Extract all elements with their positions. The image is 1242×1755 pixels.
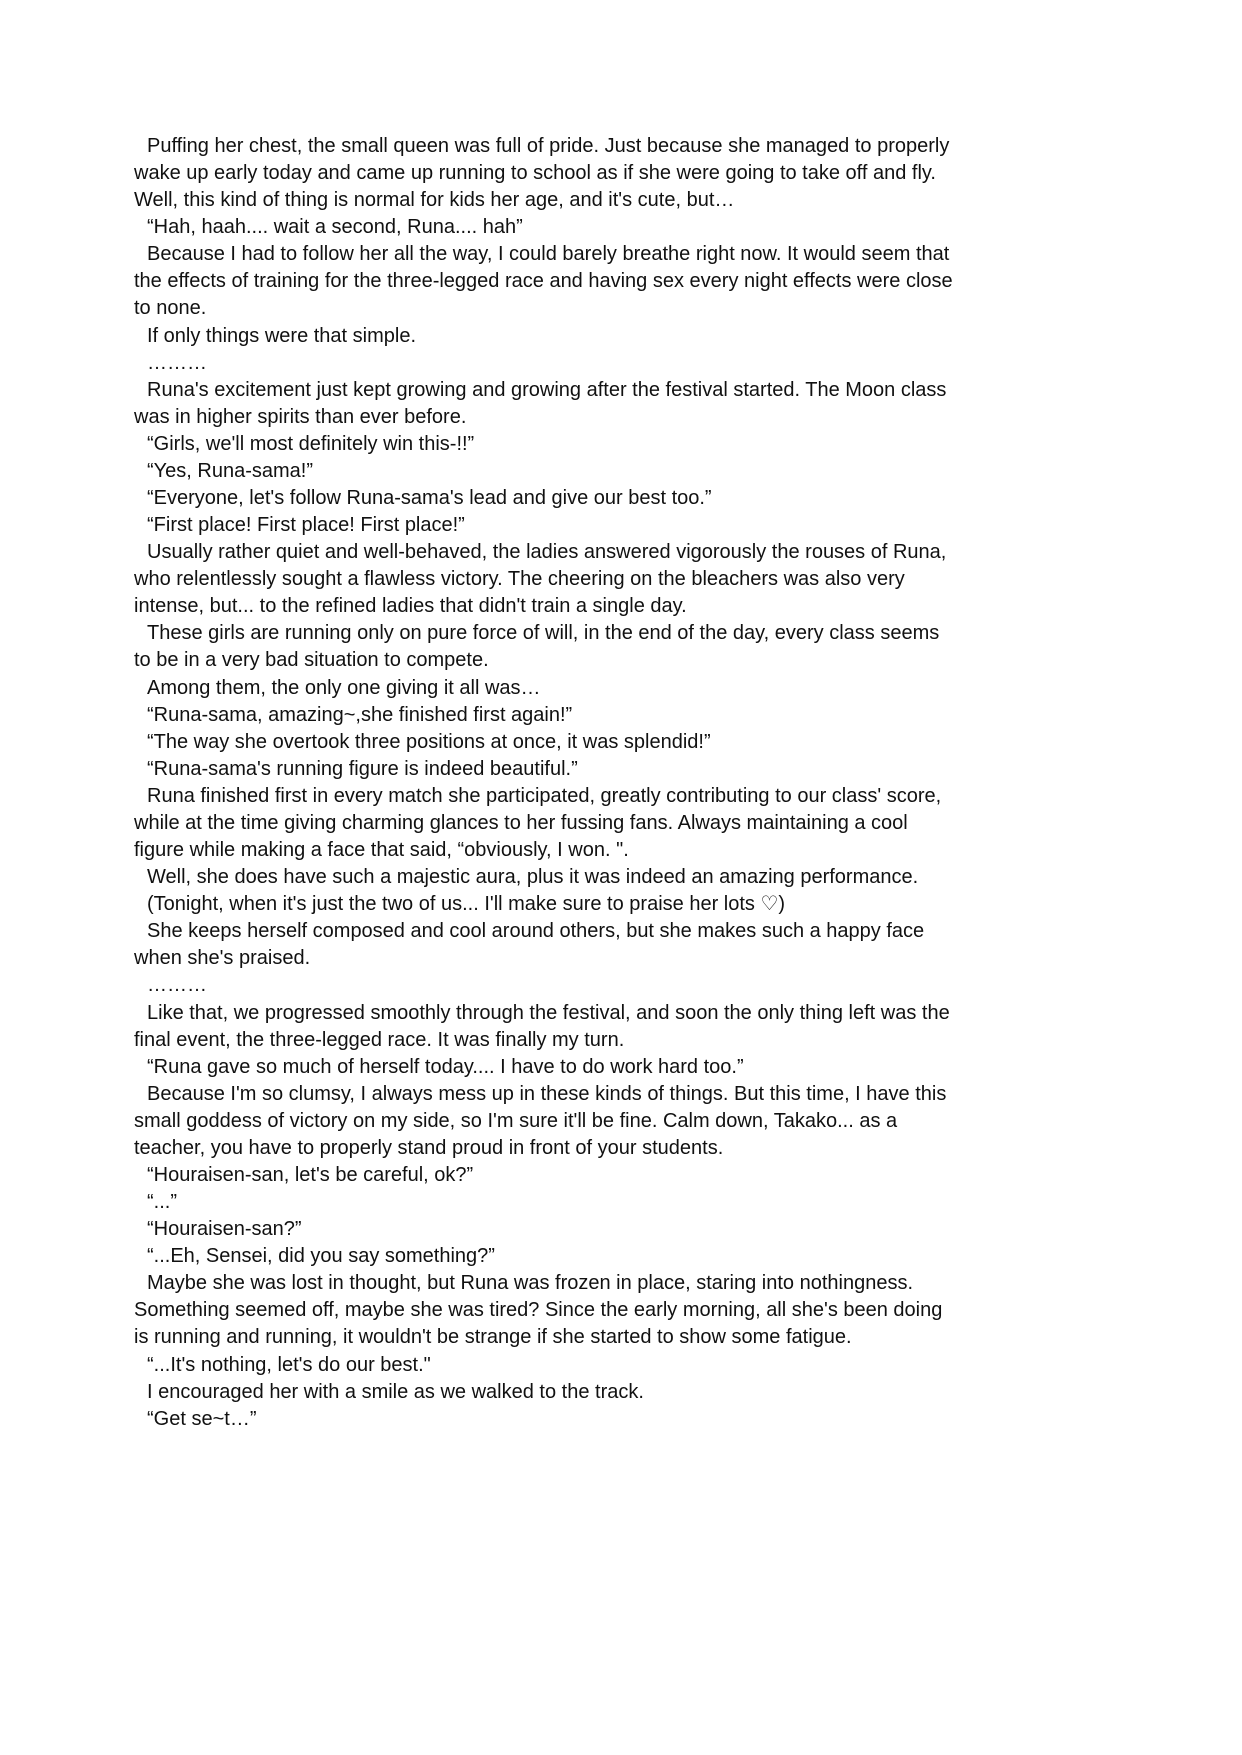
text-line: Maybe she was lost in thought, but Runa was frozen in place, staring into nothingness. (147, 1272, 914, 1295)
text-line: I encouraged her with a smile as we walked to the track. (147, 1380, 644, 1403)
paragraph (134, 620, 994, 674)
paragraph (134, 1189, 994, 1216)
text-line: These girls are running only on pure force of will, in the end of the day, every class seems (147, 622, 940, 645)
text-line: Usually rather quiet and well-behaved, the ladies answered vigorously the rouses of Runa, (147, 541, 947, 564)
paragraph (134, 1216, 994, 1243)
paragraph (134, 1243, 994, 1270)
paragraph (134, 1081, 994, 1162)
paragraph (134, 323, 994, 350)
text-line: “Runa-sama, amazing~,she finished first again!” (147, 703, 573, 726)
paragraph (134, 675, 994, 702)
text-line: Because I had to follow her all the way, I could barely breathe right now. It would seem that (147, 243, 950, 266)
paragraph (134, 1352, 994, 1379)
text-line: “Hah, haah.... wait a second, Runa.... hah” (147, 216, 523, 239)
text-line: final event, the three-legged race. It was finally my turn. (134, 1028, 625, 1051)
text-line: figure while making a face that said, “obviously, I won. ". (134, 839, 629, 862)
paragraph (134, 729, 994, 756)
paragraph (134, 1054, 994, 1081)
text-line: “Girls, we'll most definitely win this-!!” (147, 432, 475, 455)
paragraph (134, 458, 994, 485)
text-line: small goddess of victory on my side, so I'm sure it'll be fine. Calm down, Takako... as a (134, 1109, 898, 1132)
text-line: “Houraisen-san?” (147, 1218, 302, 1241)
paragraph (134, 350, 994, 377)
paragraph (134, 1379, 994, 1406)
text-line: ……… (147, 974, 207, 997)
paragraph (134, 702, 994, 729)
text-line: “Runa-sama's running figure is indeed beautiful.” (147, 757, 578, 780)
text-line: the effects of training for the three-legged race and having sex every night effects were close (134, 270, 953, 293)
paragraph (134, 972, 994, 999)
text-line: who relentlessly sought a flawless victory. The cheering on the bleachers was also very (134, 568, 905, 591)
text-line: If only things were that simple. (147, 324, 417, 347)
text-line: “Houraisen-san, let's be careful, ok?” (147, 1163, 474, 1186)
text-line: “First place! First place! First place!” (147, 514, 465, 537)
paragraph (134, 1406, 994, 1433)
text-line: when she's praised. (134, 947, 311, 970)
paragraph (134, 1162, 994, 1189)
text-line: “The way she overtook three positions at once, it was splendid!” (147, 730, 711, 753)
text-line: Among them, the only one giving it all was… (147, 676, 541, 699)
text-line: while at the time giving charming glances to her fussing fans. Always maintaining a cool (134, 811, 908, 834)
paragraph (134, 431, 994, 458)
text-line: is running and running, it wouldn't be strange if she started to show some fatigue. (134, 1326, 852, 1349)
text-line: Runa finished first in every match she participated, greatly contributing to our class' score, (147, 784, 942, 807)
text-line: “Runa gave so much of herself today.... I have to do work hard too.” (147, 1055, 744, 1078)
text-line: Well, this kind of thing is normal for kids her age, and it's cute, but… (134, 189, 735, 212)
paragraph (134, 133, 994, 214)
text-line: intense, but... to the refined ladies that didn't train a single day. (134, 595, 687, 618)
paragraph (134, 864, 994, 891)
paragraph (134, 756, 994, 783)
paragraph (134, 783, 994, 864)
text-line: Puffing her chest, the small queen was full of pride. Just because she managed to properly (147, 135, 950, 157)
text-line: “Everyone, let's follow Runa-sama's lead and give our best too.” (147, 487, 712, 510)
text-line: ……… (147, 351, 207, 374)
paragraph (134, 1270, 994, 1351)
text-line: teacher, you have to properly stand proud in front of your students. (134, 1136, 724, 1159)
text-line: Something seemed off, maybe she was tired? Since the early morning, all she's been doing (134, 1299, 943, 1322)
paragraph (134, 214, 994, 241)
document-body (134, 133, 994, 1433)
text-line: to be in a very bad situation to compete. (134, 649, 489, 672)
text-line: Well, she does have such a majestic aura, plus it was indeed an amazing performance. (147, 866, 919, 889)
paragraph (134, 539, 994, 620)
paragraph (134, 485, 994, 512)
text-line: wake up early today and came up running to school as if she were going to take off and fly. (134, 162, 936, 185)
text-line: was in higher spirits than ever before. (134, 405, 467, 428)
text-line: to none. (134, 297, 207, 320)
paragraph (134, 918, 994, 972)
text-line: “...Eh, Sensei, did you say something?” (147, 1245, 495, 1268)
text-line: Like that, we progressed smoothly through the festival, and soon the only thing left was the (147, 1001, 950, 1024)
text-line: She keeps herself composed and cool around others, but she makes such a happy face (147, 920, 925, 943)
text-line: “Yes, Runa-sama!” (147, 459, 313, 482)
text-line: Because I'm so clumsy, I always mess up in these kinds of things. But this time, I have this (147, 1082, 947, 1105)
paragraph (134, 1000, 994, 1054)
text-line: “...” (147, 1191, 177, 1214)
paragraph (134, 512, 994, 539)
paragraph (134, 241, 994, 322)
text-line: (Tonight, when it's just the two of us... I'll make sure to praise her lots ♡) (147, 893, 786, 916)
text-line: “...It's nothing, let's do our best." (147, 1353, 431, 1376)
text-line: “Get se~t…” (147, 1407, 257, 1430)
paragraph (134, 377, 994, 431)
paragraph (134, 891, 994, 918)
text-line: Runa's excitement just kept growing and growing after the festival started. The Moon class (147, 378, 947, 401)
